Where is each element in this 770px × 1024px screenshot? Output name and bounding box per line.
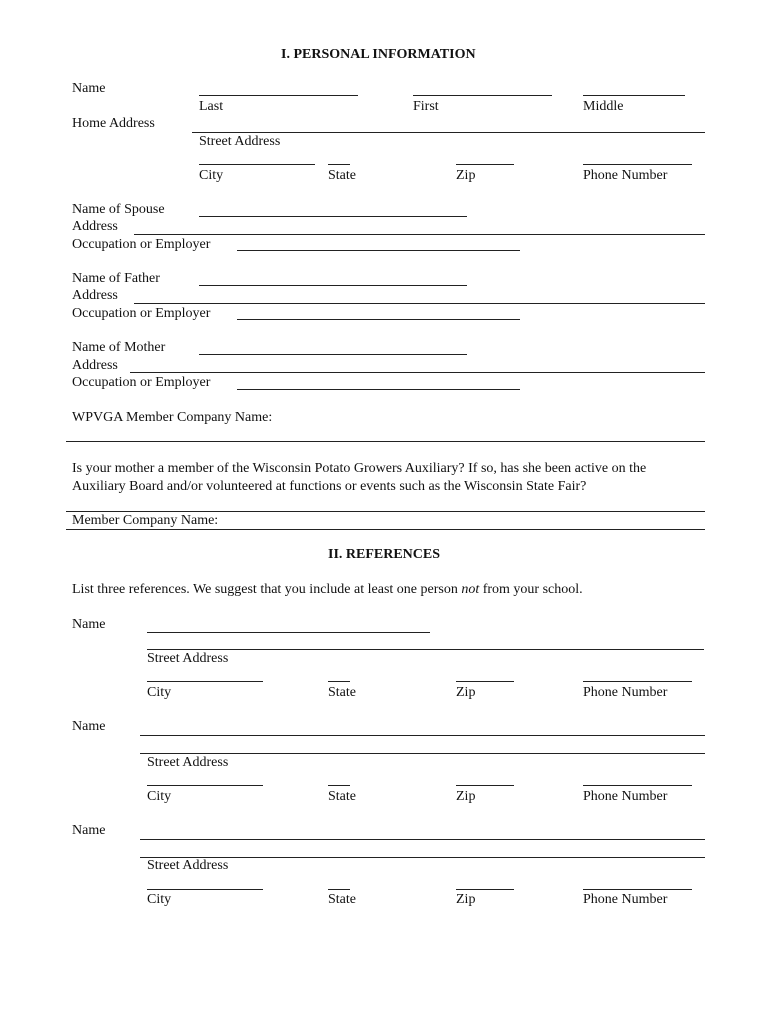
reference2-street-field[interactable] — [140, 753, 705, 754]
reference2-city-field[interactable] — [147, 785, 263, 786]
reference2-name-label: Name — [72, 719, 106, 734]
spouse-occupation-label: Occupation or Employer — [72, 237, 211, 252]
father-label: Name of Father — [72, 271, 160, 286]
home-city-field[interactable] — [199, 164, 315, 165]
last-name-field[interactable] — [199, 95, 358, 96]
mother-name-field[interactable] — [199, 354, 467, 355]
street-address-label: Street Address — [199, 134, 281, 149]
reference1-name-field[interactable] — [147, 632, 430, 633]
section2-title: II. REFERENCES — [328, 547, 441, 562]
member-company-field-2[interactable] — [66, 529, 705, 530]
first-name-field[interactable] — [413, 95, 552, 96]
reference1-zip-label: Zip — [456, 685, 476, 700]
reference2-name-field[interactable] — [140, 735, 705, 736]
member-company-label-2: Member Company Name: — [72, 513, 219, 528]
father-occupation-field[interactable] — [237, 319, 520, 320]
reference2-city-label: City — [147, 789, 172, 804]
father-address-field[interactable] — [134, 303, 705, 304]
last-label: Last — [199, 99, 224, 114]
state-label: State — [328, 168, 356, 183]
reference1-zip-field[interactable] — [456, 681, 514, 682]
mother-address-label: Address — [72, 358, 118, 373]
home-address-label: Home Address — [72, 116, 155, 131]
mother-occupation-field[interactable] — [237, 389, 520, 390]
spouse-address-label: Address — [72, 219, 118, 234]
first-label: First — [413, 99, 439, 114]
reference2-phone-field[interactable] — [583, 785, 692, 786]
mother-occupation-label: Occupation or Employer — [72, 375, 211, 390]
father-name-field[interactable] — [199, 285, 467, 286]
reference3-street-label: Street Address — [147, 858, 229, 873]
reference2-state-label: State — [328, 789, 356, 804]
auxiliary-question-line1: Is your mother a member of the Wisconsin Potato Growers Auxiliary? If so, has she been active on the — [72, 461, 647, 476]
reference1-name-label: Name — [72, 617, 106, 632]
reference3-phone-label: Phone Number — [583, 892, 668, 907]
spouse-occupation-field[interactable] — [237, 250, 520, 251]
reference1-phone-label: Phone Number — [583, 685, 668, 700]
auxiliary-answer-field[interactable] — [66, 511, 705, 512]
reference3-phone-field[interactable] — [583, 889, 692, 890]
reference3-city-label: City — [147, 892, 172, 907]
reference3-zip-label: Zip — [456, 892, 476, 907]
name-label: Name — [72, 81, 106, 96]
reference3-name-field[interactable] — [140, 839, 705, 840]
member-company-field[interactable] — [66, 441, 705, 442]
reference1-state-label: State — [328, 685, 356, 700]
reference1-state-field[interactable] — [328, 681, 350, 682]
reference3-state-field[interactable] — [328, 889, 350, 890]
spouse-address-field[interactable] — [134, 234, 705, 235]
reference2-street-label: Street Address — [147, 755, 229, 770]
city-label: City — [199, 168, 224, 183]
reference3-city-field[interactable] — [147, 889, 263, 890]
references-intro — [72, 582, 583, 598]
home-phone-field[interactable] — [583, 164, 692, 165]
reference3-state-label: State — [328, 892, 356, 907]
reference1-city-field[interactable] — [147, 681, 263, 682]
reference2-zip-label: Zip — [456, 789, 476, 804]
reference1-city-label: City — [147, 685, 172, 700]
reference1-phone-field[interactable] — [583, 681, 692, 682]
home-zip-field[interactable] — [456, 164, 514, 165]
reference3-name-label: Name — [72, 823, 106, 838]
home-street-field[interactable] — [192, 132, 705, 133]
middle-label: Middle — [583, 99, 624, 114]
father-occupation-label: Occupation or Employer — [72, 306, 211, 321]
intro-text-emphasis: not — [461, 582, 480, 597]
intro-text-after: from your school. — [479, 582, 583, 597]
middle-name-field[interactable] — [583, 95, 685, 96]
spouse-name-field[interactable] — [199, 216, 467, 217]
mother-address-field[interactable] — [130, 372, 705, 373]
mother-label: Name of Mother — [72, 340, 166, 355]
father-address-label: Address — [72, 288, 118, 303]
reference1-street-label: Street Address — [147, 651, 229, 666]
zip-label: Zip — [456, 168, 476, 183]
reference3-zip-field[interactable] — [456, 889, 514, 890]
home-state-field[interactable] — [328, 164, 350, 165]
reference1-street-field[interactable] — [147, 649, 704, 650]
reference2-state-field[interactable] — [328, 785, 350, 786]
reference2-phone-label: Phone Number — [583, 789, 668, 804]
phone-label: Phone Number — [583, 168, 668, 183]
auxiliary-question-line2: Auxiliary Board and/or volunteered at functions or events such as the Wisconsin State Fair? — [72, 479, 587, 494]
spouse-label: Name of Spouse — [72, 202, 165, 217]
section1-title: I. PERSONAL INFORMATION — [281, 47, 476, 62]
reference2-zip-field[interactable] — [456, 785, 514, 786]
member-company-label: WPVGA Member Company Name: — [72, 410, 273, 425]
intro-text-before: List three references. We suggest that you include at least one person — [72, 582, 462, 597]
